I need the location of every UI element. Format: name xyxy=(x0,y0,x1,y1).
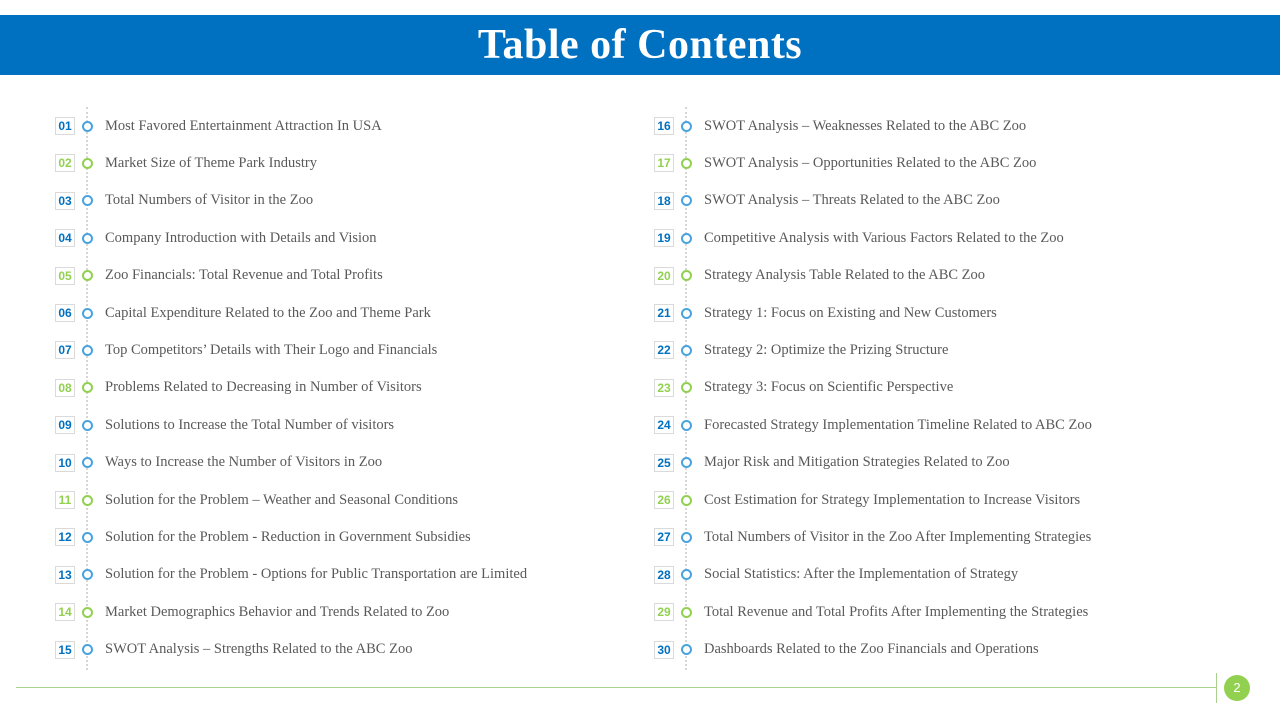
toc-item[interactable] xyxy=(654,190,1214,212)
toc-item-number: 15 xyxy=(55,641,75,659)
toc-column-left xyxy=(55,107,615,670)
bullet-circle-icon xyxy=(681,233,692,244)
bullet-circle-icon xyxy=(82,121,93,132)
toc-column-right xyxy=(654,107,1214,670)
toc-item[interactable] xyxy=(654,639,1214,661)
toc-item-label: Solutions to Increase the Total Number of visitors xyxy=(105,416,395,433)
toc-item-number: 06 xyxy=(55,304,75,322)
toc-item-label: SWOT Analysis – Opportunities Related to the ABC Zoo xyxy=(704,154,1037,171)
toc-item[interactable] xyxy=(654,227,1214,249)
toc-item-number: 23 xyxy=(654,379,674,397)
toc-item-number: 17 xyxy=(654,154,674,172)
toc-item-number: 18 xyxy=(654,192,674,210)
toc-item[interactable] xyxy=(55,564,615,586)
toc-item-label: Top Competitors’ Details with Their Logo and Financials xyxy=(105,341,438,358)
bullet-circle-icon xyxy=(681,308,692,319)
bullet-circle-icon xyxy=(681,607,692,618)
toc-item-number: 11 xyxy=(55,491,75,509)
bullet-circle-icon xyxy=(82,195,93,206)
toc-item-label: Total Numbers of Visitor in the Zoo xyxy=(105,192,314,209)
toc-item-label: Dashboards Related to the Zoo Financials and Operations xyxy=(704,641,1039,658)
toc-item[interactable] xyxy=(55,152,615,174)
toc-item-number: 05 xyxy=(55,267,75,285)
toc-item-number: 04 xyxy=(55,229,75,247)
toc-item[interactable] xyxy=(55,227,615,249)
toc-item[interactable] xyxy=(654,265,1214,287)
toc-item-label: Market Demographics Behavior and Trends Related to Zoo xyxy=(105,603,450,620)
toc-item-label: Total Revenue and Total Profits After Implementing the Strategies xyxy=(704,603,1089,620)
bullet-circle-icon xyxy=(82,382,93,393)
bullet-circle-icon xyxy=(681,569,692,580)
toc-item-number: 28 xyxy=(654,566,674,584)
toc-item[interactable] xyxy=(654,489,1214,511)
toc-item-number: 26 xyxy=(654,491,674,509)
toc-item-label: Problems Related to Decreasing in Number of Visitors xyxy=(105,379,422,396)
toc-item-label: Cost Estimation for Strategy Implementation to Increase Visitors xyxy=(704,491,1081,508)
toc-item-label: Strategy 3: Focus on Scientific Perspective xyxy=(704,379,954,396)
bullet-circle-icon xyxy=(82,270,93,281)
bullet-circle-icon xyxy=(82,457,93,468)
toc-item[interactable] xyxy=(55,265,615,287)
bullet-circle-icon xyxy=(82,345,93,356)
toc-item-label: Most Favored Entertainment Attraction In USA xyxy=(105,117,382,134)
toc-item-number: 30 xyxy=(654,641,674,659)
bullet-circle-icon xyxy=(681,270,692,281)
bullet-circle-icon xyxy=(681,457,692,468)
toc-item-number: 09 xyxy=(55,416,75,434)
footer-divider-vertical xyxy=(1216,673,1217,703)
toc-item-label: Strategy Analysis Table Related to the ABC Zoo xyxy=(704,267,986,284)
bullet-circle-icon xyxy=(82,495,93,506)
toc-item-number: 19 xyxy=(654,229,674,247)
toc-item-number: 27 xyxy=(654,528,674,546)
toc-item[interactable] xyxy=(55,489,615,511)
toc-item[interactable] xyxy=(654,526,1214,548)
toc-item-label: Solution for the Problem - Reduction in Government Subsidies xyxy=(105,528,471,545)
toc-item-label: SWOT Analysis – Weaknesses Related to the ABC Zoo xyxy=(704,117,1027,134)
toc-item-label: SWOT Analysis – Strengths Related to the ABC Zoo xyxy=(105,641,413,658)
toc-item[interactable] xyxy=(654,115,1214,137)
toc-item-number: 03 xyxy=(55,192,75,210)
toc-item[interactable] xyxy=(55,639,615,661)
toc-item-number: 22 xyxy=(654,341,674,359)
toc-item[interactable] xyxy=(654,414,1214,436)
footer-divider xyxy=(16,687,1216,688)
toc-item-number: 25 xyxy=(654,454,674,472)
toc-item[interactable] xyxy=(55,302,615,324)
toc-item-number: 01 xyxy=(55,117,75,135)
toc-item-number: 10 xyxy=(55,454,75,472)
toc-item[interactable] xyxy=(55,452,615,474)
bullet-circle-icon xyxy=(82,233,93,244)
toc-item-label: Capital Expenditure Related to the Zoo and Theme Park xyxy=(105,304,431,321)
toc-item-label: SWOT Analysis – Threats Related to the ABC Zoo xyxy=(704,192,1000,209)
toc-item-label: Solution for the Problem – Weather and Seasonal Conditions xyxy=(105,491,458,508)
bullet-circle-icon xyxy=(681,158,692,169)
toc-item-label: Strategy 2: Optimize the Prizing Structure xyxy=(704,341,949,358)
toc-item-label: Zoo Financials: Total Revenue and Total Profits xyxy=(105,267,383,284)
toc-item[interactable] xyxy=(55,377,615,399)
toc-item-number: 29 xyxy=(654,603,674,621)
toc-item[interactable] xyxy=(55,414,615,436)
toc-item-label: Total Numbers of Visitor in the Zoo After Implementing Strategies xyxy=(704,528,1092,545)
toc-item-label: Ways to Increase the Number of Visitors in Zoo xyxy=(105,454,383,471)
toc-item[interactable] xyxy=(654,302,1214,324)
bullet-circle-icon xyxy=(681,644,692,655)
toc-item-label: Forecasted Strategy Implementation Timeline Related to ABC Zoo xyxy=(704,416,1092,433)
bullet-circle-icon xyxy=(681,420,692,431)
toc-item-number: 12 xyxy=(55,528,75,546)
toc-item[interactable] xyxy=(654,452,1214,474)
toc-item-label: Market Size of Theme Park Industry xyxy=(105,154,317,171)
toc-item[interactable] xyxy=(55,115,615,137)
bullet-circle-icon xyxy=(82,532,93,543)
page-title: Table of Contents xyxy=(477,22,803,68)
toc-item-number: 21 xyxy=(654,304,674,322)
bullet-circle-icon xyxy=(82,569,93,580)
toc-item-label: Major Risk and Mitigation Strategies Related to Zoo xyxy=(704,454,1010,471)
toc-item[interactable] xyxy=(55,190,615,212)
toc-item[interactable] xyxy=(55,601,615,623)
toc-item[interactable] xyxy=(654,339,1214,361)
bullet-circle-icon xyxy=(681,345,692,356)
toc-item-number: 14 xyxy=(55,603,75,621)
toc-item[interactable] xyxy=(55,339,615,361)
toc-item[interactable] xyxy=(654,601,1214,623)
toc-item-number: 13 xyxy=(55,566,75,584)
toc-item[interactable] xyxy=(654,377,1214,399)
toc-item-number: 02 xyxy=(55,154,75,172)
bullet-circle-icon xyxy=(82,644,93,655)
title-banner xyxy=(0,15,1280,75)
toc-item-label: Company Introduction with Details and Vision xyxy=(105,229,377,246)
toc-item[interactable] xyxy=(55,526,615,548)
toc-item-number: 20 xyxy=(654,267,674,285)
toc-item-number: 24 xyxy=(654,416,674,434)
toc-item[interactable] xyxy=(654,564,1214,586)
toc-item-label: Solution for the Problem - Options for Public Transportation are Limited xyxy=(105,566,528,583)
page-number-badge: 2 xyxy=(1224,675,1250,701)
bullet-circle-icon xyxy=(681,121,692,132)
bullet-circle-icon xyxy=(681,195,692,206)
bullet-circle-icon xyxy=(82,158,93,169)
toc-item-label: Strategy 1: Focus on Existing and New Customers xyxy=(704,304,997,321)
bullet-circle-icon xyxy=(681,532,692,543)
toc-item-number: 08 xyxy=(55,379,75,397)
toc-item[interactable] xyxy=(654,152,1214,174)
bullet-circle-icon xyxy=(82,607,93,618)
toc-item-number: 16 xyxy=(654,117,674,135)
toc-item-label: Competitive Analysis with Various Factors Related to the Zoo xyxy=(704,229,1064,246)
bullet-circle-icon xyxy=(681,495,692,506)
bullet-circle-icon xyxy=(82,420,93,431)
bullet-circle-icon xyxy=(681,382,692,393)
toc-item-label: Social Statistics: After the Implementation of Strategy xyxy=(704,566,1019,583)
toc-item-number: 07 xyxy=(55,341,75,359)
bullet-circle-icon xyxy=(82,308,93,319)
